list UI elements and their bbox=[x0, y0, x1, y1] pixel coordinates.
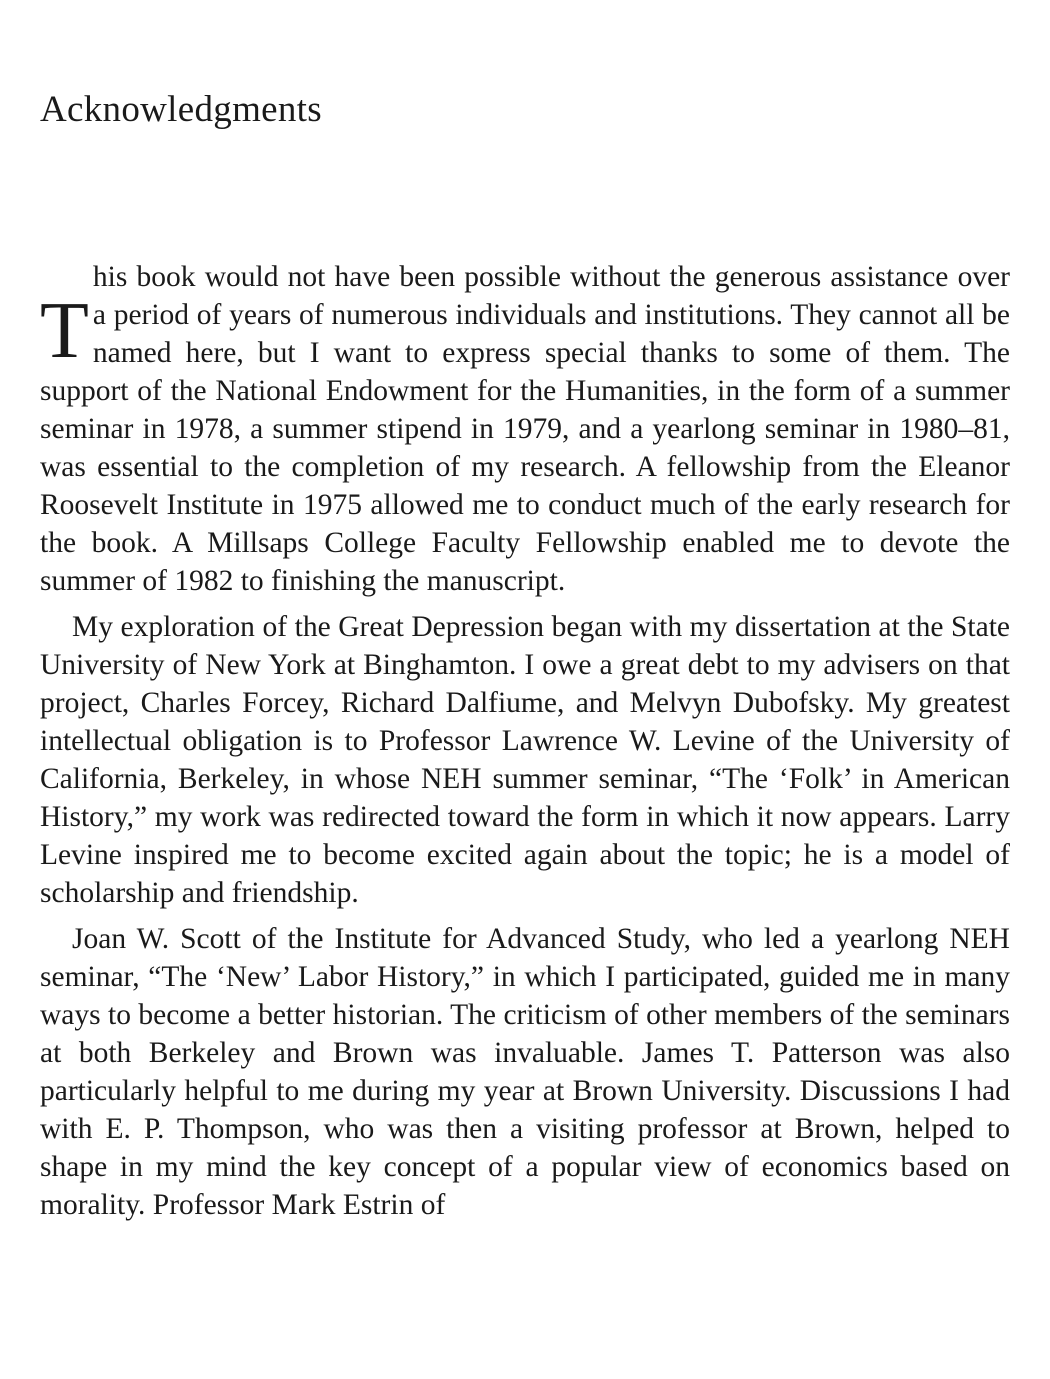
paragraph-1-text: his book would not have been possible without the generous assistance over a period of years of numerous individuals and institutions. They cannot all be named here, but I want to express special thanks to some of them. The support of the National Endowment for the Humanities, in the form of a summer seminar in 1978, a summer stipend in 1979, and a yearlong seminar in 1980–81, was essential to the completion of my research. A fellowship from the Eleanor Roosevelt Institute in 1975 allowed me to conduct much of the early research for the book. A Millsaps College Faculty Fellowship enabled me to devote the summer of 1982 to finishing the manuscript. bbox=[40, 261, 1010, 597]
paragraph-2: My exploration of the Great Depression began with my dissertation at the State University of New York at Binghamton. I owe a great debt to my advisers on that project, Charles Forcey, Richard Dalfiume, and Melvyn Dubofsky. My greatest intellectual obligation is to Professor Lawrence W. Levine of the University of California, Berkeley, in whose NEH summer seminar, “The ‘Folk’ in American History,” my work was redirected toward the form in which it now appears. Larry Levine inspired me to become excited again about the topic; he is a model of scholarship and friendship. bbox=[40, 611, 1010, 909]
page-title: Acknowledgments bbox=[40, 89, 322, 130]
paragraph-3: Joan W. Scott of the Institute for Advanced Study, who led a yearlong NEH seminar, “The ‘New’ Labor History,” in which I participated, guided me in many ways to become a better historian. The criticism of other members of the seminars at both Berkeley and Brown was invaluable. James T. Patterson was also particularly helpful to me during my year at Brown University. Discussions I had with E. P. Thompson, who was then a visiting professor at Brown, helped to shape in my mind the key concept of a popular view of economics based on morality. Professor Mark Estrin of bbox=[40, 923, 1010, 1221]
drop-cap: T bbox=[40, 287, 89, 375]
body-text bbox=[40, 258, 1010, 1224]
paragraph-1 bbox=[40, 258, 1010, 600]
